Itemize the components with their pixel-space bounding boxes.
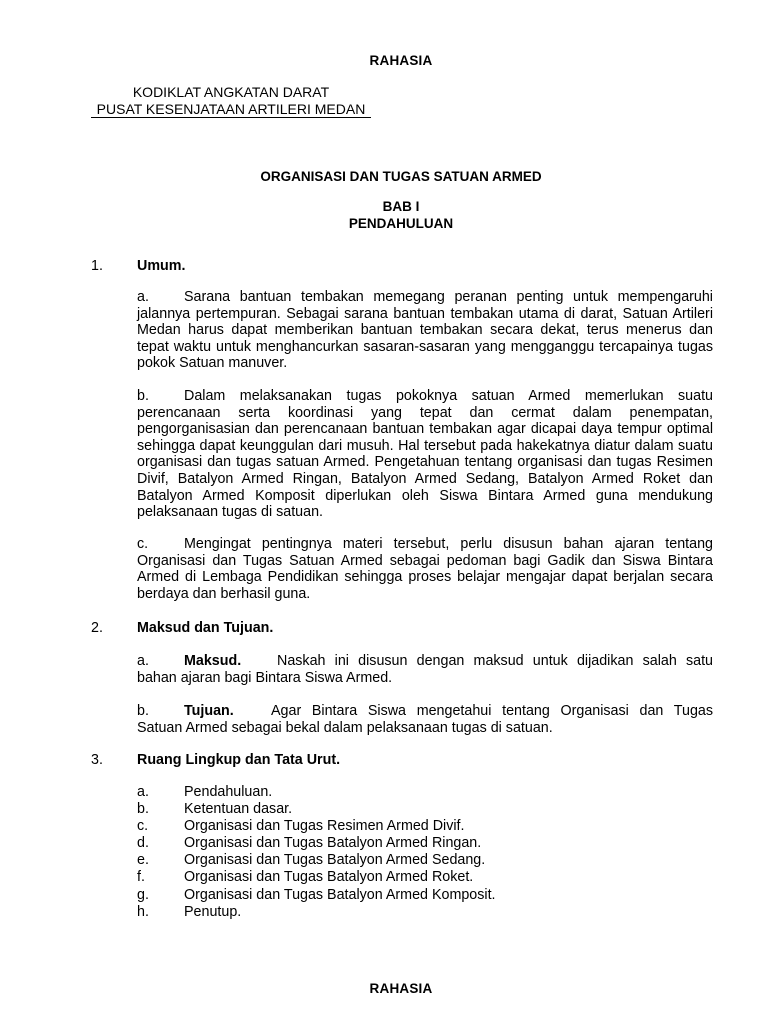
- list-item-text: Pendahuluan.: [184, 784, 273, 800]
- paragraph-1a: [137, 289, 713, 372]
- paragraph-label: a.: [137, 653, 149, 669]
- section-number: 2.: [91, 620, 103, 636]
- list-item: [137, 852, 496, 869]
- list-item-label: g.: [137, 886, 149, 903]
- list-item-text: Organisasi dan Tugas Batalyon Armed Komposit.: [184, 886, 496, 903]
- paragraph-2b: [137, 703, 713, 736]
- list-item-label: e.: [137, 852, 149, 869]
- list-item-label: d.: [137, 835, 149, 852]
- paragraph-bold-lead: Tujuan.: [184, 703, 234, 719]
- list-item: [137, 818, 496, 835]
- paragraph-bold-lead: Maksud.: [184, 653, 242, 669]
- paragraph-label: c.: [137, 536, 149, 552]
- list-item-label: a.: [137, 784, 149, 800]
- classification-bottom: RAHASIA: [369, 981, 433, 996]
- chapter-number: BAB I: [382, 199, 420, 214]
- list-item: [137, 904, 496, 921]
- section-heading: Ruang Lingkup dan Tata Urut.: [137, 752, 341, 768]
- agency-line-1: KODIKLAT ANGKATAN DARAT: [132, 84, 330, 100]
- paragraph-label: b.: [137, 703, 149, 719]
- list-item-text: Organisasi dan Tugas Batalyon Armed Ringan.: [184, 835, 482, 852]
- paragraph-1b: [137, 388, 713, 521]
- paragraph-label: a.: [137, 289, 149, 305]
- list-item-label: b.: [137, 801, 149, 818]
- section-heading: Maksud dan Tujuan.: [137, 620, 274, 636]
- list-item-text: Organisasi dan Tugas Batalyon Armed Roket.: [184, 869, 474, 886]
- paragraph-text: Naskah ini disusun dengan maksud untuk dijadikan salah satu bahan ajaran bagi Bintara Siswa Armed.: [137, 653, 713, 686]
- agency-line-2: PUSAT KESENJATAAN ARTILERI MEDAN: [91, 101, 371, 118]
- list-item: [137, 784, 496, 801]
- list-item-label: c.: [137, 818, 149, 835]
- scope-list: [137, 784, 496, 921]
- list-item-text: Ketentuan dasar.: [184, 801, 293, 818]
- paragraph-text: Agar Bintara Siswa mengetahui tentang Organisasi dan Tugas Satuan Armed sebagai bekal dalam pelaksanaan tugas di satuan.: [137, 703, 713, 736]
- list-item-label: f.: [137, 869, 145, 886]
- list-item: [137, 887, 496, 904]
- paragraph-text: Mengingat pentingnya materi tersebut, perlu disusun bahan ajaran tentang Organisasi dan Tugas Satuan Armed sebagai pedoman bagi Gadik dan Siswa Bintara Armed di Lembaga Pendidikan sehingga proses belajar mengajar dapat berjalan secara berdaya dan berhasil guna.: [137, 536, 713, 602]
- list-item-label: h.: [137, 903, 149, 920]
- paragraph-text: Dalam melaksanakan tugas pokoknya satuan Armed memerlukan suatu perencanaan serta koordinasi yang tepat dan cermat dalam penempatan, pengorganisasian dan perencanaan bantuan tembakan agar dicapai daya tempur optimal sehingga dapat keunggulan dari musuh. Hal tersebut pada hakekatnya diatur dalam suatu organisasi dan tugas satuan Armed. Pengetahuan tentang organisasi dan tugas Resimen Divif, Batalyon Armed Ringan, Batalyon Armed Sedang, Batalyon Armed Roket dan Batalyon Armed Komposit diperlukan oleh Siswa Bintara Armed guna mendukung pelaksanaan tugas di satuan.: [137, 388, 713, 521]
- paragraph-text: Sarana bantuan tembakan memegang peranan penting untuk mempengaruhi jalannya pertempuran. Sebagai sarana bantuan tembakan utama di darat, Satuan Artileri Medan harus dapat memberikan bantuan tembakan secara dekat, terus menerus dan tepat waktu untuk menghancurkan sasaran-sasaran yang mengganggu tercapainya tugas pokok Satuan manuver.: [137, 289, 713, 372]
- list-item-text: Penutup.: [184, 903, 242, 920]
- chapter-title: PENDAHULUAN: [348, 216, 454, 231]
- document-title: ORGANISASI DAN TUGAS SATUAN ARMED: [260, 169, 542, 184]
- classification-top: RAHASIA: [369, 53, 433, 68]
- section-number: 3.: [91, 752, 103, 768]
- section-number: 1.: [91, 258, 103, 274]
- list-item-text: Organisasi dan Tugas Batalyon Armed Sedang.: [184, 852, 486, 869]
- list-item: [137, 835, 496, 852]
- list-item: [137, 869, 496, 886]
- section-heading: Umum.: [137, 258, 186, 274]
- paragraph-label: b.: [137, 388, 149, 404]
- paragraph-1c: [137, 536, 713, 602]
- list-item-text: Organisasi dan Tugas Resimen Armed Divif.: [184, 818, 465, 835]
- paragraph-2a: [137, 653, 713, 686]
- agency-header: [91, 84, 371, 118]
- list-item: [137, 801, 496, 818]
